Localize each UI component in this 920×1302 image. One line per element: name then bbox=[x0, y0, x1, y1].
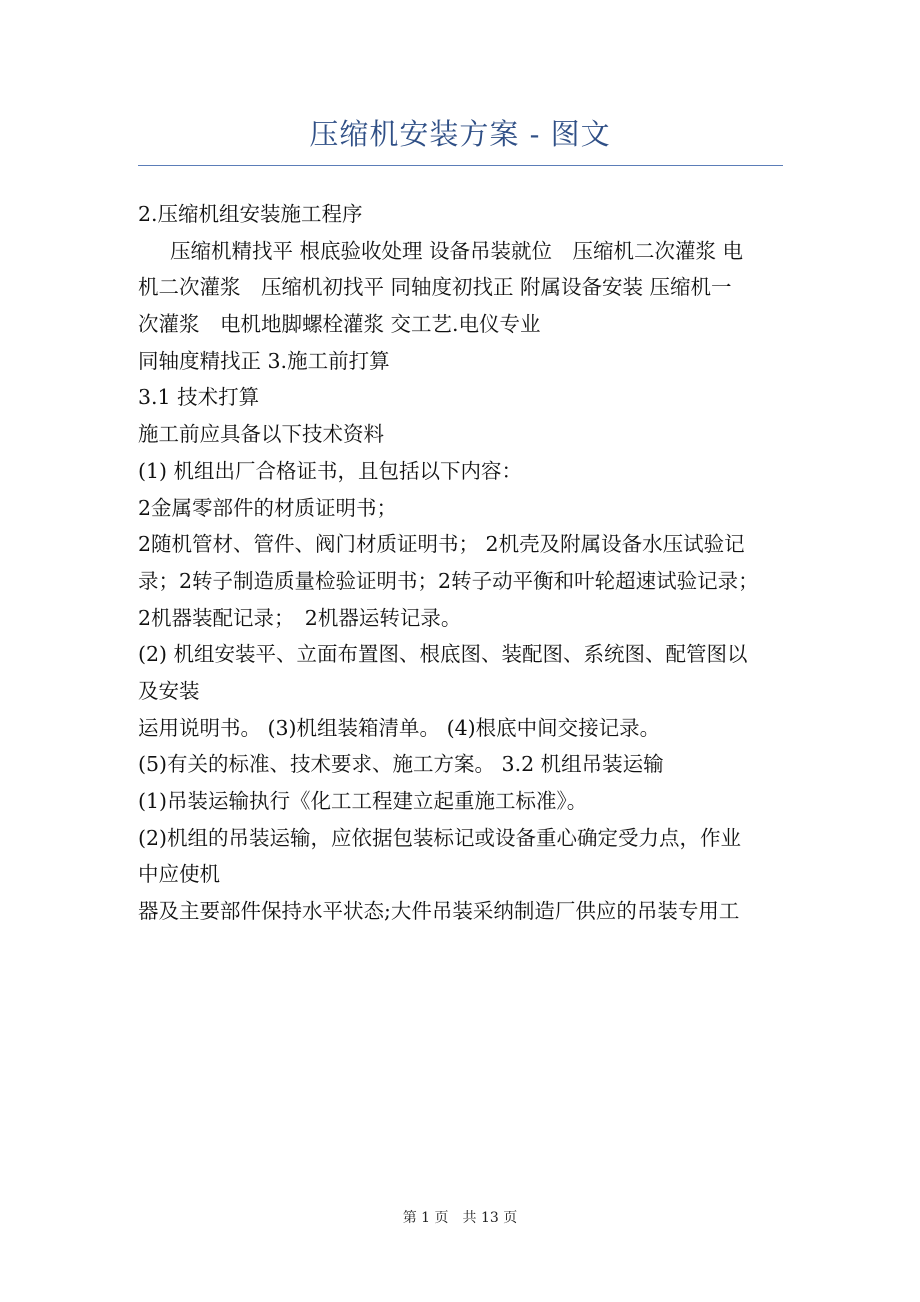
list-item: (2)机组的吊装运输，应依据包装标记或设备重心确定受力点，作业 bbox=[138, 825, 742, 850]
paragraph-line: 机二次灌浆 压缩机初找平 同轴度初找正 附属设备安装 压缩机一 bbox=[138, 275, 732, 300]
page-number-footer: 第 1 页 共 13 页 bbox=[402, 1210, 518, 1226]
document-body bbox=[138, 196, 786, 930]
paragraph-line: 施工前应具备以下技术资料 bbox=[138, 422, 384, 447]
paragraph-line: 压缩机精找平 根底验收处理 设备吊装就位 压缩机二次灌浆 电 bbox=[170, 238, 744, 263]
list-item: 2金属零部件的材质证明书； bbox=[138, 495, 398, 520]
paragraph-line: 次灌浆 电机地脚螺栓灌浆 交工艺.电仪专业 bbox=[138, 312, 541, 337]
section-heading: 2.压缩机组安装施工程序 bbox=[138, 202, 363, 226]
document-title: 压缩机安装方案 - 图文 bbox=[309, 117, 611, 151]
list-item: (1)吊装运输执行《化工工程建立起重施工标准》。 bbox=[138, 789, 588, 813]
list-item: 运用说明书。 (3)机组装箱清单。 (4)根底中间交接记录。 bbox=[138, 715, 661, 740]
list-item: 2随机管材、管件、阀门材质证明书； 2机壳及附属设备水压试验记 bbox=[138, 532, 745, 557]
list-item: 2机器装配记录； 2机器运转记录。 bbox=[138, 605, 462, 630]
list-item: 器及主要部件保持水平状态;大件吊装采纳制造厂供应的吊装专用工 bbox=[138, 899, 740, 924]
list-item: 中应使机 bbox=[138, 862, 220, 887]
section-heading: 3.1 技术打算 bbox=[138, 385, 260, 410]
list-item: (1) 机组出厂合格证书，且包括以下内容： bbox=[138, 458, 523, 483]
list-item: 及安装 bbox=[138, 678, 200, 703]
list-item: 录；2转子制造质量检验证明书；2转子动平衡和叶轮超速试验记录； bbox=[138, 568, 759, 593]
paragraph-line: 同轴度精找正 3.施工前打算 bbox=[138, 348, 390, 373]
list-item: (5)有关的标准、技术要求、施工方案。 3.2 机组吊装运输 bbox=[138, 752, 664, 777]
list-item: (2) 机组安装平、立面布置图、根底图、装配图、系统图、配管图以 bbox=[138, 642, 748, 667]
title-divider bbox=[138, 165, 783, 166]
